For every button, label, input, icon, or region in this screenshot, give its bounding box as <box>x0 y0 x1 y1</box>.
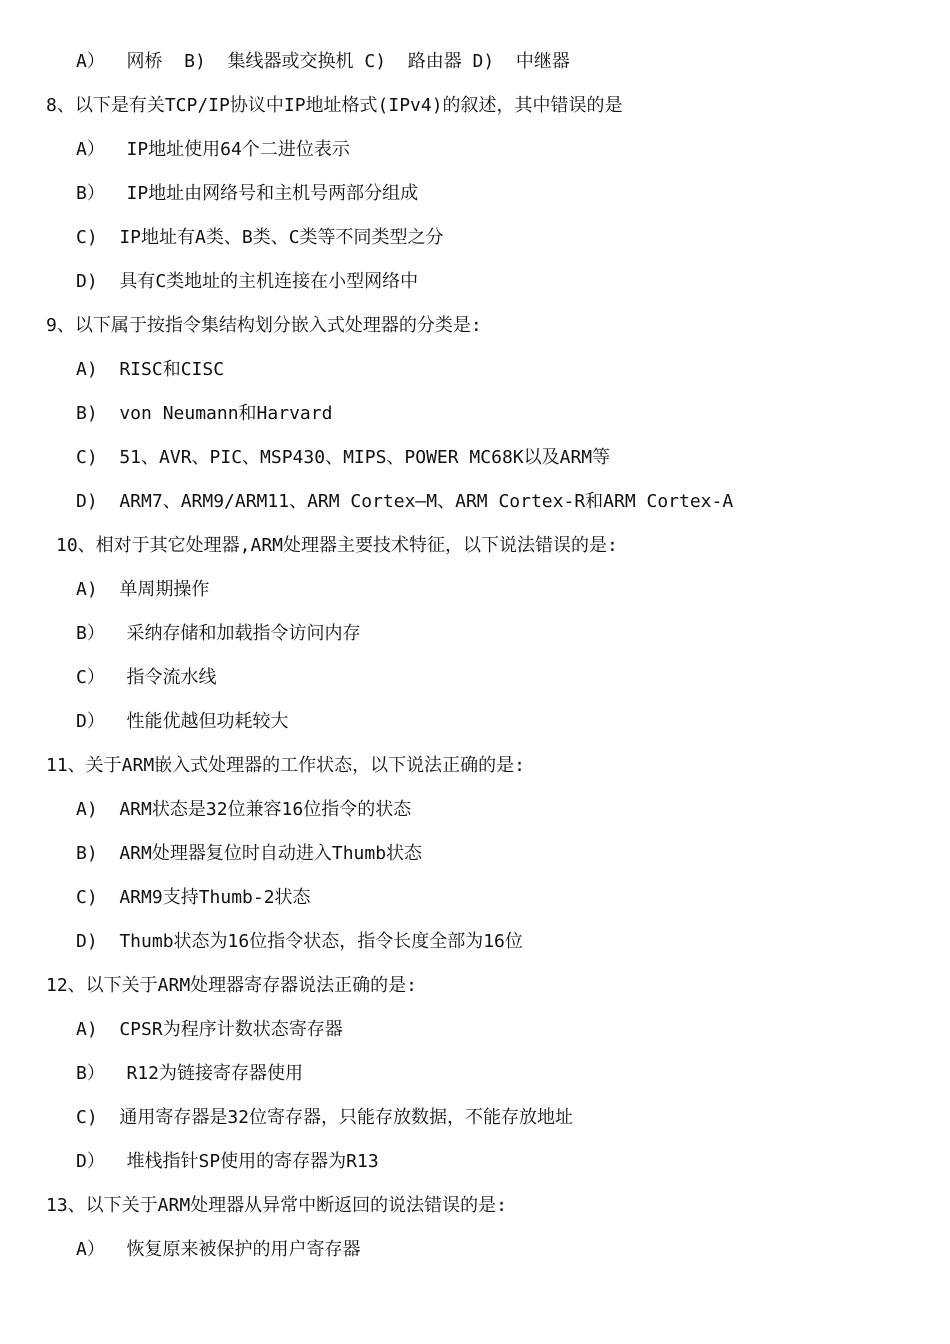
option-line: A) ARM状态是32位兼容16位指令的状态 <box>76 799 412 820</box>
option-line: B) ARM处理器复位时自动进入Thumb状态 <box>76 843 423 864</box>
option-line: D） 性能优越但功耗较大 <box>76 711 289 732</box>
option-line: A） IP地址使用64个二进位表示 <box>76 139 350 160</box>
question-line: 10、相对于其它处理器,ARM处理器主要技术特征，以下说法错误的是: <box>56 535 618 556</box>
option-line: B） IP地址由网络号和主机号两部分组成 <box>76 183 419 204</box>
option-line: D) ARM7、ARM9/ARM11、ARM Cortex—M、ARM Cortex-R和ARM Cortex-A <box>76 491 734 512</box>
option-line: C) 通用寄存器是32位寄存器，只能存放数据，不能存放地址 <box>76 1107 574 1128</box>
option-line: C) ARM9支持Thumb-2状态 <box>76 887 311 908</box>
option-line: B) von Neumann和Harvard <box>76 403 333 424</box>
option-line: B） R12为链接寄存器使用 <box>76 1063 304 1084</box>
option-line: D) Thumb状态为16位指令状态，指令长度全部为16位 <box>76 931 523 952</box>
option-line: A) RISC和CISC <box>76 359 225 380</box>
option-line: D) 具有C类地址的主机连接在小型网络中 <box>76 271 419 292</box>
question-line: 11、关于ARM嵌入式处理器的工作状态，以下说法正确的是: <box>46 755 526 776</box>
option-line: A） 恢复原来被保护的用户寄存器 <box>76 1239 361 1260</box>
option-line: A） 网桥 B) 集线器或交换机 C) 路由器 D) 中继器 <box>76 51 570 72</box>
option-line: B） 采纳存储和加载指令访问内存 <box>76 623 361 644</box>
option-line: C) 51、AVR、PIC、MSP430、MIPS、POWER MC68K以及ARM等 <box>76 447 611 468</box>
question-line: 9、以下属于按指令集结构划分嵌入式处理器的分类是: <box>46 315 482 336</box>
option-line: A) CPSR为程序计数状态寄存器 <box>76 1019 343 1040</box>
question-line: 13、以下关于ARM处理器从异常中断返回的说法错误的是: <box>46 1195 508 1216</box>
option-line: D） 堆栈指针SP使用的寄存器为R13 <box>76 1151 379 1172</box>
option-line: C) IP地址有A类、B类、C类等不同类型之分 <box>76 227 444 248</box>
question-line: 12、以下关于ARM处理器寄存器说法正确的是: <box>46 975 418 996</box>
option-line: A) 单周期操作 <box>76 579 210 600</box>
option-line: C） 指令流水线 <box>76 667 217 688</box>
question-line: 8、以下是有关TCP/IP协议中IP地址格式(IPv4)的叙述，其中错误的是 <box>46 95 623 116</box>
